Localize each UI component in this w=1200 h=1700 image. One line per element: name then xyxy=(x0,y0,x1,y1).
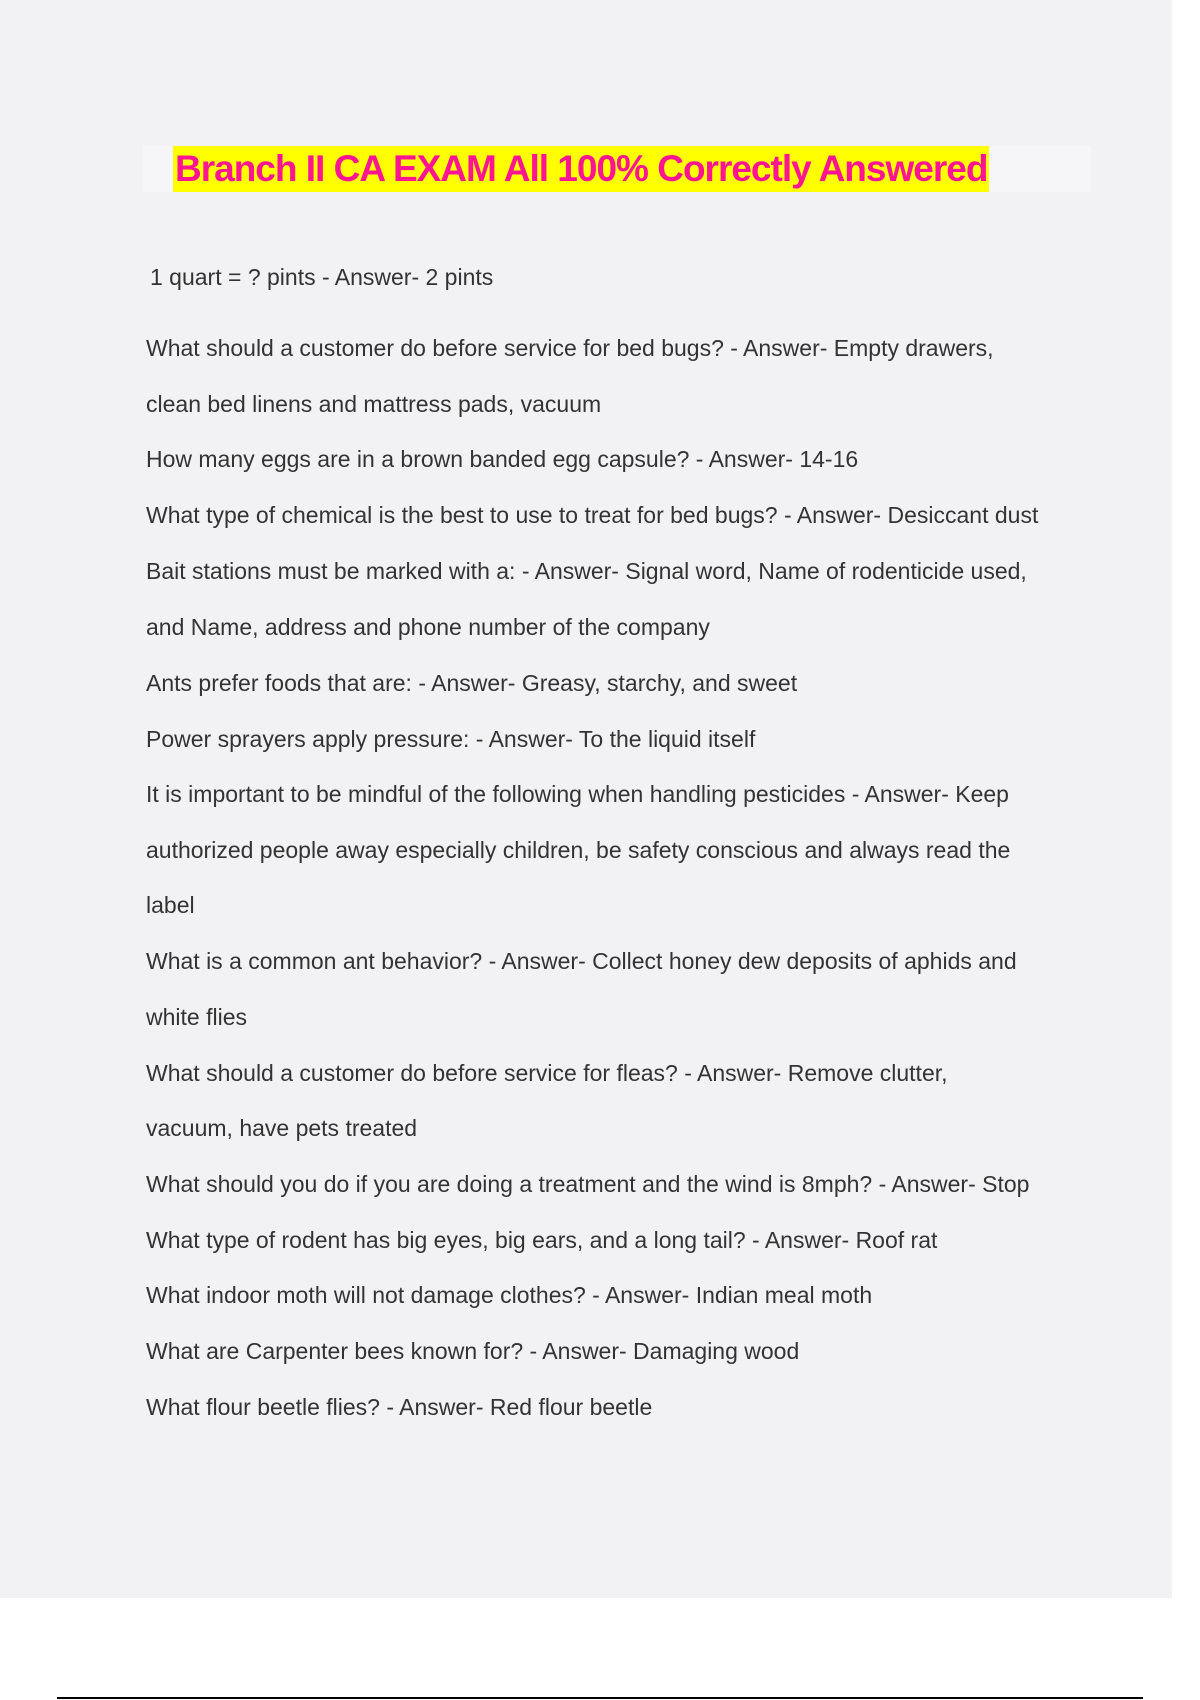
text-line: and Name, address and phone number of the company xyxy=(146,614,710,640)
text-line: vacuum, have pets treated xyxy=(146,1115,418,1141)
text-line: What should a customer do before service for bed bugs? - Answer- Empty drawers, xyxy=(146,335,994,361)
text-line: What type of rodent has big eyes, big ears, and a long tail? - Answer- Roof rat xyxy=(146,1227,938,1253)
text-line: What should a customer do before service for fleas? - Answer- Remove clutter, xyxy=(146,1060,948,1086)
text-line: Bait stations must be marked with a: - Answer- Signal word, Name of rodenticide used, xyxy=(146,558,1027,584)
text-line: white flies xyxy=(146,1004,247,1030)
text-line: label xyxy=(146,892,195,918)
text-line: What is a common ant behavior? - Answer- Collect honey dew deposits of aphids and xyxy=(146,948,1017,974)
text-line: clean bed linens and mattress pads, vacuum xyxy=(146,391,602,417)
text-line: How many eggs are in a brown banded egg capsule? - Answer- 14-16 xyxy=(146,446,859,472)
text-line: What indoor moth will not damage clothes? - Answer- Indian meal moth xyxy=(146,1282,873,1308)
text-line: What are Carpenter bees known for? - Answer- Damaging wood xyxy=(146,1338,800,1364)
text-line: Power sprayers apply pressure: - Answer- To the liquid itself xyxy=(146,726,756,752)
document-title: Branch II CA EXAM All 100% Correctly Answered xyxy=(173,146,989,192)
footer-divider xyxy=(57,1697,1143,1699)
text-line: What flour beetle flies? - Answer- Red flour beetle xyxy=(146,1394,653,1420)
text-line: It is important to be mindful of the following when handling pesticides - Answer- Keep xyxy=(146,781,1009,807)
text-line: Ants prefer foods that are: - Answer- Greasy, starchy, and sweet xyxy=(146,670,798,696)
text-line: 1 quart = ? pints - Answer- 2 pints xyxy=(150,264,494,290)
text-line: authorized people away especially children, be safety conscious and always read the xyxy=(146,837,1011,863)
text-line: What type of chemical is the best to use to treat for bed bugs? - Answer- Desiccant dust xyxy=(146,502,1039,528)
text-line: What should you do if you are doing a treatment and the wind is 8mph? - Answer- Stop xyxy=(146,1171,1030,1197)
